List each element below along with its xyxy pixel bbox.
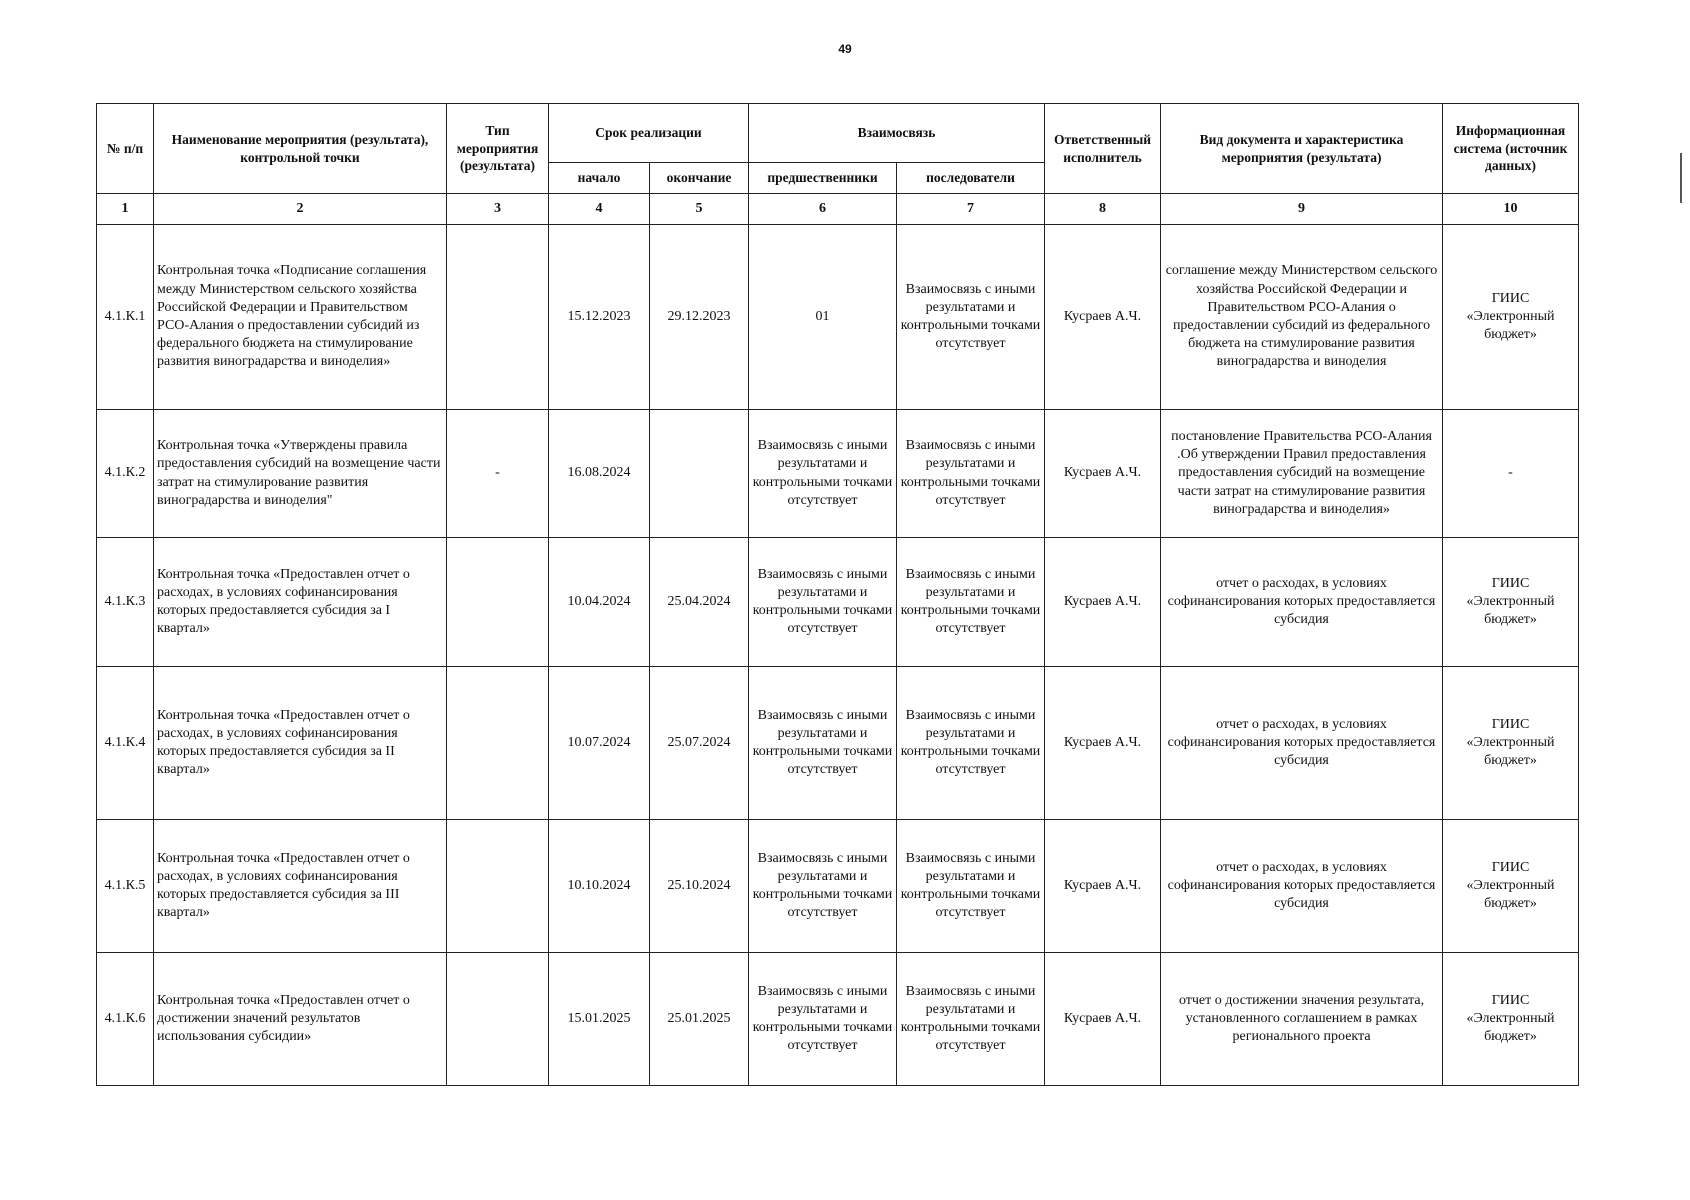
row-start: 15.12.2023 [549,225,650,410]
row-predecessors: Взаимосвязь с иными результатами и контрольными точками отсутствует [749,538,897,667]
row-name: Контрольная точка «Предоставлен отчет о расходах, в условиях софинансирования которых предоставляется субсидия за I квартал» [154,538,447,667]
row-type [447,820,549,953]
row-name: Контрольная точка «Предоставлен отчет о расходах, в условиях софинансирования которых предоставляется субсидия за II квартал» [154,667,447,820]
table-row [97,820,1579,953]
row-type: - [447,410,549,538]
row-document: отчет о достижении значения результата, установленного соглашением в рамках регионального проекта [1161,953,1443,1086]
row-predecessors: Взаимосвязь с иными результатами и контрольными точками отсутствует [749,953,897,1086]
column-number: 3 [447,194,549,225]
row-num: 4.1.К.1 [97,225,154,410]
row-end [650,410,749,538]
row-successors: Взаимосвязь с иными результатами и контрольными точками отсутствует [897,538,1045,667]
table-row [97,538,1579,667]
row-name: Контрольная точка «Предоставлен отчет о расходах, в условиях софинансирования которых предоставляется субсидия за III квартал» [154,820,447,953]
row-system: ГИИС «Электронный бюджет» [1443,953,1579,1086]
header-num: № п/п [97,104,154,194]
header-period: Срок реализации [549,104,749,163]
row-successors: Взаимосвязь с иными результатами и контрольными точками отсутствует [897,953,1045,1086]
row-predecessors: Взаимосвязь с иными результатами и контрольными точками отсутствует [749,410,897,538]
row-document: отчет о расходах, в условиях софинансирования которых предоставляется субсидия [1161,820,1443,953]
header-document: Вид документа и характеристика мероприятия (результата) [1161,104,1443,194]
column-number: 1 [97,194,154,225]
row-system: ГИИС «Электронный бюджет» [1443,820,1579,953]
row-name: Контрольная точка «Предоставлен отчет о достижении значений результатов использования субсидии» [154,953,447,1086]
row-start: 10.10.2024 [549,820,650,953]
row-system: - [1443,410,1579,538]
row-predecessors: Взаимосвязь с иными результатами и контрольными точками отсутствует [749,667,897,820]
row-responsible: Кусраев А.Ч. [1045,953,1161,1086]
header-system: Информационная система (источник данных) [1443,104,1579,194]
row-system: ГИИС «Электронный бюджет» [1443,538,1579,667]
row-successors: Взаимосвязь с иными результатами и контрольными точками отсутствует [897,225,1045,410]
row-document: отчет о расходах, в условиях софинансирования которых предоставляется субсидия [1161,538,1443,667]
header-predecessors: предшественники [749,163,897,194]
column-number: 10 [1443,194,1579,225]
header-successors: последователи [897,163,1045,194]
row-successors: Взаимосвязь с иными результатами и контрольными точками отсутствует [897,410,1045,538]
table-row [97,953,1579,1086]
row-end: 25.07.2024 [650,667,749,820]
header-end: окончание [650,163,749,194]
row-type [447,538,549,667]
header-type: Тип мероприятия (результата) [447,104,549,194]
row-type [447,953,549,1086]
row-type [447,225,549,410]
row-type [447,667,549,820]
column-number: 9 [1161,194,1443,225]
row-predecessors: Взаимосвязь с иными результатами и контрольными точками отсутствует [749,820,897,953]
page-number: 49 [838,42,852,56]
row-num: 4.1.К.2 [97,410,154,538]
row-document: отчет о расходах, в условиях софинансирования которых предоставляется субсидия [1161,667,1443,820]
row-end: 25.01.2025 [650,953,749,1086]
column-number: 5 [650,194,749,225]
row-document: соглашение между Министерством сельского хозяйства Российской Федерации и Правительством РСО-Алания о предоставлении субсидий из федерального бюджета на стимулирование развития виноградарства и виноделия [1161,225,1443,410]
row-name: Контрольная точка «Утверждены правила предоставления субсидий на возмещение части затрат на стимулирование развития виноградарства и виноделия" [154,410,447,538]
row-start: 16.08.2024 [549,410,650,538]
row-num: 4.1.К.4 [97,667,154,820]
row-successors: Взаимосвязь с иными результатами и контрольными точками отсутствует [897,667,1045,820]
row-predecessors: 01 [749,225,897,410]
row-name: Контрольная точка «Подписание соглашения между Министерством сельского хозяйства Российской Федерации и Правительством РСО-Алания о предоставлении субсидий из федерального бюджета на стимулирование развития виноградарства и виноделия» [154,225,447,410]
header-responsible: Ответственный исполнитель [1045,104,1161,194]
row-system: ГИИС «Электронный бюджет» [1443,667,1579,820]
row-responsible: Кусраев А.Ч. [1045,410,1161,538]
row-responsible: Кусраев А.Ч. [1045,667,1161,820]
margin-mark [1680,153,1682,203]
row-successors: Взаимосвязь с иными результатами и контрольными точками отсутствует [897,820,1045,953]
header-start: начало [549,163,650,194]
column-number: 7 [897,194,1045,225]
row-responsible: Кусраев А.Ч. [1045,538,1161,667]
column-number: 4 [549,194,650,225]
row-document: постановление Правительства РСО-Алания .Об утверждении Правил предоставления предоставления субсидий на возмещение части затрат на стимулирование развития виноградарства и виноделия» [1161,410,1443,538]
row-start: 15.01.2025 [549,953,650,1086]
row-end: 25.04.2024 [650,538,749,667]
row-end: 29.12.2023 [650,225,749,410]
table-row [97,667,1579,820]
header-name: Наименование мероприятия (результата), контрольной точки [154,104,447,194]
row-responsible: Кусраев А.Ч. [1045,225,1161,410]
column-number: 2 [154,194,447,225]
column-number: 6 [749,194,897,225]
row-start: 10.04.2024 [549,538,650,667]
row-responsible: Кусраев А.Ч. [1045,820,1161,953]
column-number: 8 [1045,194,1161,225]
header-relation: Взаимосвязь [749,104,1045,163]
row-num: 4.1.К.6 [97,953,154,1086]
table-row [97,410,1579,538]
row-num: 4.1.К.5 [97,820,154,953]
row-num: 4.1.К.3 [97,538,154,667]
row-system: ГИИС «Электронный бюджет» [1443,225,1579,410]
row-start: 10.07.2024 [549,667,650,820]
row-end: 25.10.2024 [650,820,749,953]
table-row [97,225,1579,410]
control-points-table [96,103,1579,1086]
